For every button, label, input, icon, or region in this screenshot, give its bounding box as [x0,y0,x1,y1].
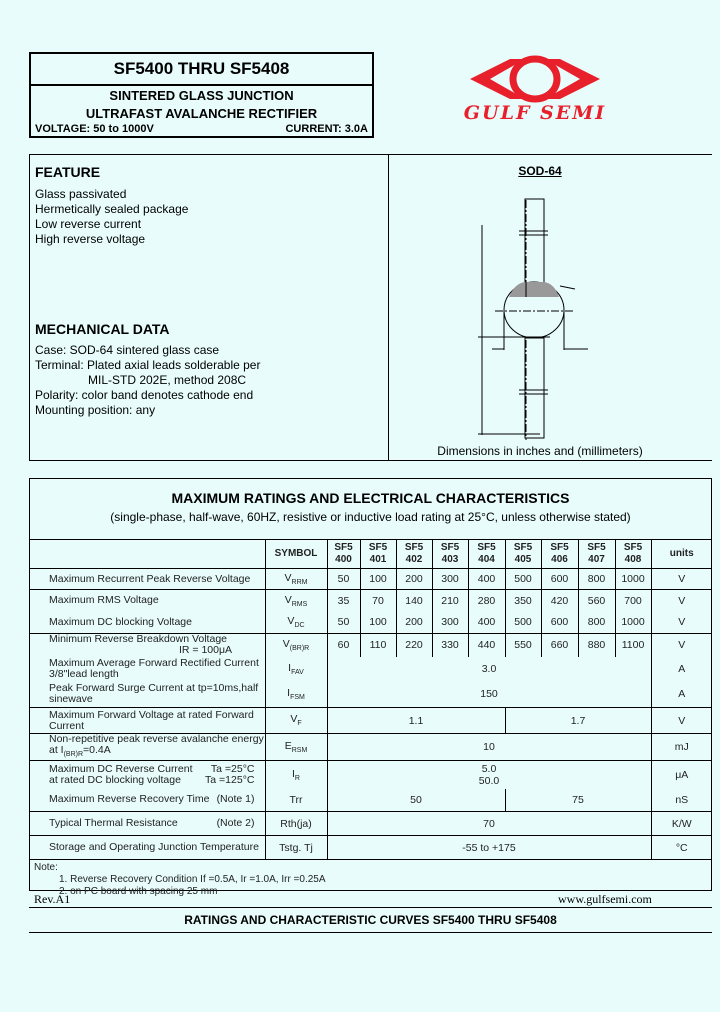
row-value: 300 [432,612,468,634]
table-cell-text: 440 [468,634,505,657]
table-cell-text: Maximum Average Forward Rectified Current [49,657,259,669]
table-cell-text: Maximum Forward Voltage at rated Forward [49,708,254,721]
row-value: 210 [432,590,468,612]
row-value: 500 [505,569,541,590]
table-cell-text: Ta =125°C [205,773,255,786]
symbol-header: SYMBOL [265,540,327,569]
row-value: 280 [468,590,505,612]
row-description: Maximum DC blocking Voltage [49,615,192,628]
table-cell-text: 407 [588,554,605,565]
table-cell-text: Trr [265,789,327,812]
row-value: 1000 [615,569,651,590]
table-cell-text [265,761,327,789]
table-cell-text: SF5 [334,542,353,553]
row-value: 50 [327,612,360,634]
subtitle-line2: ULTRAFAST AVALANCHE RECTIFIER [85,106,318,121]
part-header [432,540,468,569]
website-link[interactable]: www.gulfsemi.com [558,892,652,906]
row-value: 100 [360,612,396,634]
row-value: 400 [468,612,505,634]
table-cell-text [265,708,327,734]
table-cell-text: 550 [505,634,541,657]
part-range-title: SF5400 THRU SF5408 [31,54,372,86]
table-cell-text [29,657,265,682]
table-cell-text: SF5 [477,542,496,553]
table-row-vrms [29,590,712,612]
table-row-trr [29,789,712,812]
table-cell-text [29,682,265,708]
divider [388,154,389,461]
table-cell-text: 660 [541,634,578,657]
table-cell-text [35,187,188,247]
table-cell-text: 70 [327,812,651,836]
table-cell-text: Ta =25°C [210,762,255,775]
row-value: 200 [396,612,432,634]
row-description [29,634,265,657]
table-cell-text [29,708,265,734]
table-row-ifsm [29,682,712,708]
table-cell-text: 3.0 [327,657,651,682]
table-row-ir [29,761,712,789]
table-cell-text: SF5 [623,542,643,553]
table-cell-text: SF5 [587,542,606,553]
table-cell-text: A [651,657,712,682]
table-cell-text: 400 [335,554,352,565]
table-cell-text: Rth(ja) [265,812,327,836]
table-row-vbr [29,634,712,657]
row-value: 200 [396,569,432,590]
table-cell-text: FAV [291,669,304,677]
table-cell-text: 404 [478,554,495,565]
table-cell-text: 75 [505,789,651,812]
part-header [396,540,432,569]
row-symbol [265,569,327,590]
table-cell-text: 402 [405,554,423,565]
current-spec: CURRENT: 3.0A [285,123,368,135]
table-cell-text: 408 [624,554,642,565]
row-unit: V [651,569,712,590]
row-value: 1000 [615,612,651,634]
revision-label: Rev.A1 [34,892,71,906]
row-value: 600 [541,612,578,634]
table-cell-text [29,734,265,761]
table-row-vrrm [29,569,712,590]
table-cell-text: 401 [369,554,387,565]
table-cell-text: Minimum Reverse Breakdown Voltage [49,633,227,646]
feature-item: Hermetically sealed package [35,202,189,216]
ratings-subtitle: (single-phase, half-wave, 60HZ, resistive or inductive load rating at 25°C, unless otherwise stated) [110,510,631,524]
table-cell-text: SF5 [513,542,533,553]
table-cell-text: (BR)R [289,645,310,653]
row-value: 35 [327,590,360,612]
mechanical-item: Polarity: color band denotes cathode end [35,388,254,402]
ratings-table [29,539,712,898]
feature-heading: FEATURE [35,164,101,180]
part-header [578,540,615,569]
table-cell-text [327,761,651,789]
row-value: 560 [578,590,615,612]
curves-heading: RATINGS AND CHARACTERISTIC CURVES SF5400 THRU SF5408 [29,907,712,933]
table-cell-text: DC [294,622,305,630]
table-cell-text: 60 [327,634,360,657]
part-header [468,540,505,569]
ratings-title: MAXIMUM RATINGS AND ELECTRICAL CHARACTERISTICS [171,490,570,506]
table-cell-text: (Note 1) [216,793,255,806]
table-cell-text: SF5 [550,542,569,553]
table-cell-text: K/W [651,812,712,836]
table-row-vdc [29,612,712,634]
table-row-ersm [29,734,712,761]
subtitle-line1: SINTERED GLASS JUNCTION [109,88,294,103]
table-cell-text [29,540,265,569]
table-cell-text: mJ [651,734,712,761]
table-cell-text: Tstg. Tj [265,836,327,860]
feature-item: Low reverse current [35,217,142,231]
table-cell-text: 150 [327,682,651,708]
table-header-row [29,540,712,569]
note-item: 1. Reverse Recovery Condition If =0.5A, Ir =1.0A, Irr =0.25A [59,874,326,886]
row-unit: V [651,590,712,612]
table-cell-text: F [297,720,302,728]
table-cell-text: 50 [327,789,505,812]
table-cell-text: SF5 [368,542,388,553]
table-cell-text: 10 [327,734,651,761]
table-cell-text: RRM [291,579,308,587]
table-row-ifav [29,657,712,682]
voltage-spec: VOLTAGE: 50 to 1000V [35,123,154,135]
table-cell-text: 1100 [615,634,651,657]
table-cell-text: I [292,767,295,780]
table-cell-text [31,122,372,137]
table-cell-text: E [284,740,292,752]
mechanical-section [35,321,260,418]
part-header [505,540,541,569]
table-cell-text: I [288,661,292,674]
table-cell-text [29,761,265,789]
mechanical-item: Terminal: Plated axial leads solderable per [35,358,261,372]
table-cell-text: 406 [551,554,568,565]
notes-label: Note: [34,862,58,874]
row-description: Maximum RMS Voltage [29,590,265,612]
table-cell-text: V [651,634,712,657]
row-value: 500 [505,612,541,634]
table-cell-text: R [294,774,300,782]
mechanical-item: Mounting position: any [35,403,156,417]
package-title: SOD-64 [518,164,562,178]
row-symbol [265,634,327,657]
feature-section [35,164,188,247]
table-cell-text: RSM [291,747,308,755]
table-cell-text: V [651,708,712,734]
row-value: 300 [432,569,468,590]
row-value: 350 [505,590,541,612]
row-value: 100 [360,569,396,590]
table-row-rth [29,812,712,836]
table-cell-text: 110 [360,634,396,657]
table-cell-text: 220 [396,634,432,657]
table-cell-text [49,818,265,829]
note-item: 2. on PC board with spacing 25 mm [59,886,218,898]
table-cell-text: 3/8"lead length [49,668,119,680]
table-cell-text: Maximum Reverse Recovery Time [49,793,210,806]
table-cell-text: Maximum DC Reverse Current [49,762,193,775]
table-cell-text: V [284,593,292,606]
table-cell-text: =0.4A [83,744,111,756]
table-cell-text: RMS [291,600,308,608]
part-header [327,540,360,569]
table-cell-text: Non-repetitive peak reverse avalanche energy [49,733,264,745]
gulf-semi-logo [455,54,615,130]
row-value: 70 [360,590,396,612]
table-cell-text: sinewave [49,693,93,706]
row-symbol [265,590,327,612]
row-value: 140 [396,590,432,612]
row-value: 400 [468,569,505,590]
table-cell-text: Current [49,719,85,732]
table-cell-text [49,775,265,786]
table-cell-text: A [651,682,712,708]
table-cell-text: nS [651,789,712,812]
table-cell-text: (BR)R [63,751,84,759]
table-cell-text: 5.0 [481,762,497,775]
table-row-tstg [29,836,712,860]
table-cell-text: Peak Forward Surge Current at tp=10ms,half [49,682,259,695]
units-header: units [651,540,712,569]
table-cell-text: 50.0 [478,774,500,787]
package-outline-drawing [440,185,640,440]
table-cell-text: 1.7 [505,708,651,734]
row-value: 800 [578,569,615,590]
table-cell-text: Storage and Operating Junction Temperature [29,836,265,860]
feature-item: High reverse voltage [35,232,146,246]
mechanical-item: Case: SOD-64 sintered glass case [35,343,220,357]
table-cell-text: IR = 100μA [179,644,233,657]
table-cell-text [29,812,265,836]
table-cell-text: I [287,687,291,700]
table-cell-text: -55 to +175 [327,836,651,860]
table-cell-text: 880 [578,634,615,657]
mechanical-heading: MECHANICAL DATA [35,321,170,337]
table-cell-text: V [287,615,295,628]
row-symbol [265,612,327,634]
table-cell-text: μA [651,761,712,789]
row-value: 420 [541,590,578,612]
table-cell-text [35,343,260,418]
part-header [615,540,651,569]
table-cell-text: SF5 [404,542,424,553]
table-cell-text: 405 [514,554,532,565]
row-description: Maximum Recurrent Peak Reverse Voltage [29,569,265,590]
row-value: 800 [578,612,615,634]
row-value: 600 [541,569,578,590]
part-header [541,540,578,569]
table-cell-text [29,789,265,812]
title-box [29,52,374,138]
table-cell-text: at I [49,744,64,756]
table-cell-text [265,734,327,761]
table-cell-text: °C [651,836,712,860]
logo-emblem-icon [455,54,615,104]
mechanical-item: MIL-STD 202E, method 208C [88,373,247,387]
table-cell-text: 403 [441,554,459,565]
table-cell-text: 1.1 [327,708,505,734]
table-cell-text: Typical Thermal Resistance [49,817,178,830]
table-cell-text: (Note 2) [216,817,255,830]
feature-item: Glass passivated [35,187,127,201]
package-caption: Dimensions in inches and (millimeters) [437,444,643,458]
row-value: 50 [327,569,360,590]
row-unit: V [651,612,712,634]
table-cell-text: 330 [432,634,468,657]
table-cell-text [49,794,265,805]
table-row-vf [29,708,712,734]
part-header [360,540,396,569]
table-cell-text: SF5 [440,542,460,553]
table-cell-text [265,657,327,682]
table-cell-text: V [284,571,292,584]
table-cell-text: V [282,638,290,651]
table-cell-text: at rated DC blocking voltage [49,773,181,786]
row-value: 700 [615,590,651,612]
table-cell-text [265,682,327,708]
table-cell-text: V [290,713,298,726]
table-cell-text: FSM [290,694,305,702]
logo-text: GULF SEMI [463,102,607,124]
